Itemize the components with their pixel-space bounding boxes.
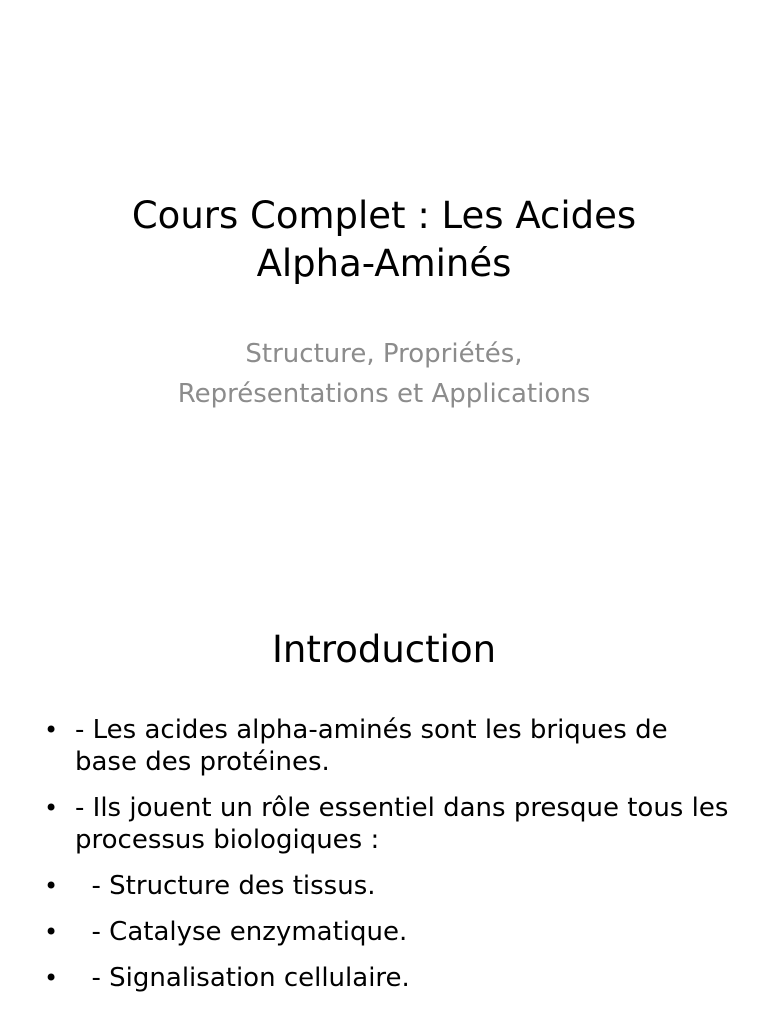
slide-subtitle [110,334,658,414]
list-item [40,916,730,948]
bullet-text: - Les acides alpha-aminés sont les briques de base des protéines. [75,715,676,777]
slide-title: Introduction [271,628,497,671]
subtitle-line-2: Représentations et Applications [177,379,591,409]
list-item [40,714,730,778]
slide-title [60,192,708,288]
subtitle-line-1: Structure, Propriétés, [245,339,523,369]
list-item [40,962,730,994]
title-line-1: Cours Complet : Les Acides [131,194,637,237]
bullet-text: - Structure des tissus. [75,871,376,901]
bullet-dot-icon: • [44,872,59,900]
bullet-dot-icon: • [44,716,59,744]
bullet-dot-icon: • [44,964,59,992]
list-item [40,792,737,856]
title-line-2: Alpha-Aminés [256,242,512,285]
bullet-text: - Signalisation cellulaire. [75,963,410,993]
bullet-dot-icon: • [44,794,59,822]
bullet-list [40,714,737,1008]
list-item [40,870,730,902]
introduction-slide [0,576,768,1024]
bullet-text: - Catalyse enzymatique. [75,917,408,947]
bullet-text: - Ils jouent un rôle essentiel dans presque tous les processus biologiques : [75,793,737,855]
bullet-dot-icon: • [44,918,59,946]
